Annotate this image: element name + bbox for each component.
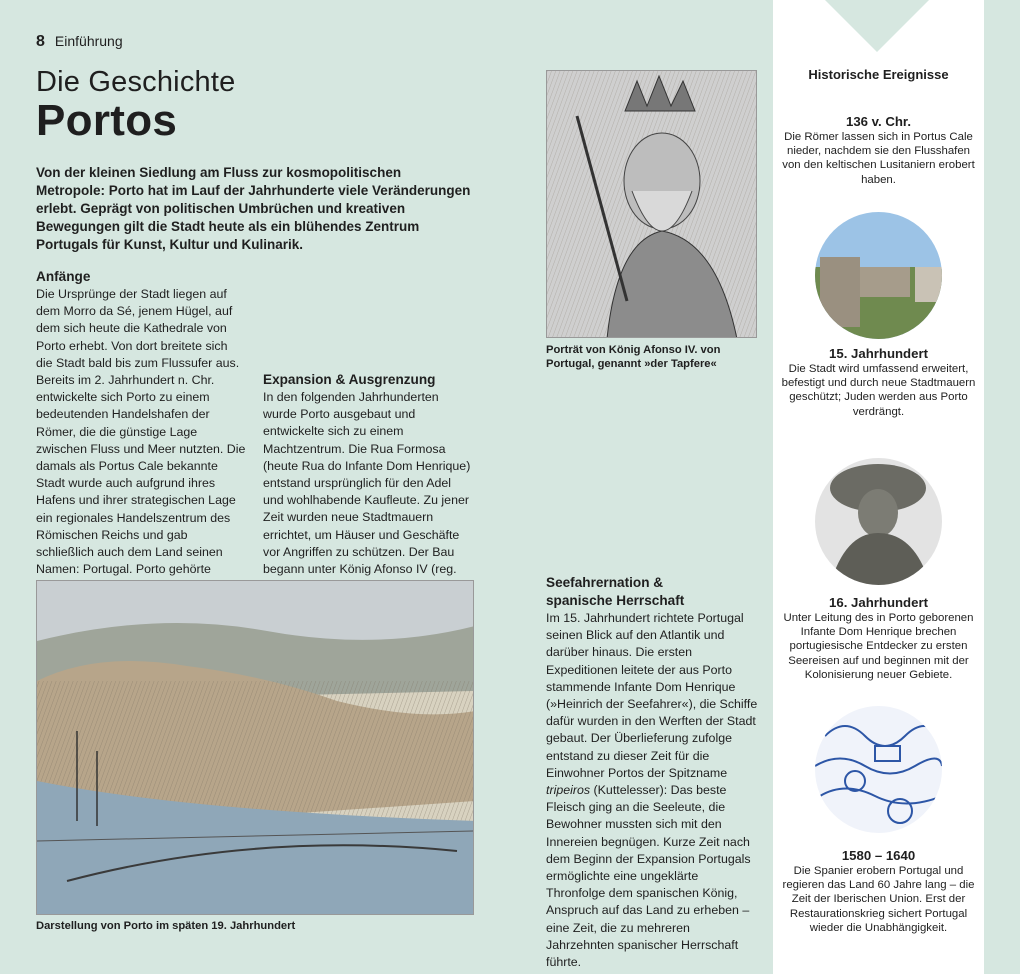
page-header [36,33,123,51]
event-text: Die Römer lassen sich in Portus Cale nieder, nachdem sie den Flusshafen von den keltischen Lusitaniern erobert haben. [782,131,975,186]
event-text: Die Spanier erobern Portugal und regieren das Land 60 Jahre lang – die Zeit der Iberischen Union. Erst der Restaurationskrieg sichert Portugal wieder die Unabhängigkeit. [782,865,975,934]
king-image-caption: Porträt von König Afonso IV. von Portugal, genannt »der Tapfere« [546,344,721,370]
intro-paragraph: Von der kleinen Siedlung am Fluss zur kosmopolitischen Metropole: Porto hat im Lauf der Jahrhunderte viele Veränderungen erlebt. Geprägt von politischen Umbrüchen und kreativen Bewegungen gilt die Stadt heute als ein blühendes Zentrum Portugals für Kunst, Kultur und Kulinarik. [36,165,471,252]
event-date: 136 v. Chr. [846,114,911,129]
event-text: Unter Leitung des in Porto geborenen Infante Dom Henrique brechen portugiesische Entdecker zu ersten Seereisen auf und beginnen mit der Kolonisierung neuer Gebiete. [783,612,974,681]
heading-seefahrer-1: Seefahrernation & [546,575,664,590]
event-date: 16. Jahrhundert [829,595,928,610]
heading-anfaenge: Anfänge [36,269,91,284]
page-number: 8 [36,33,45,50]
event-item [778,114,979,187]
fortress-image [815,212,942,339]
text-seefahrer-part2: (Kuttelesser): Das beste Fleisch ging an die Seeleute, die Bewohner mussten sich mit den Innereien begnügen. Kurze Zeit nach dem Beginn der Expansion Portugals ermöglichte eine ungeklärte Thronfolge dem spanischen König, Anspruch auf das Land zu erheben – eine Zeit, die zu mehreren Jahrzehnten spanischer Herrschaft führte. [546,783,751,970]
porto-engraving-image [36,580,474,915]
sidebar-title: Historische Ereignisse [808,67,949,82]
heading-seefahrer-2: spanische Herrschaft [546,593,685,608]
page-title-line1: Die Geschichte [36,66,236,98]
event-item [778,346,979,419]
text-seefahrer-italic: tripeiros [546,783,591,798]
event-text: Die Stadt wird umfassend erweitert, befestigt und durch neue Stadtmauern geschützt; Juden werden aus Porto verdrängt. [781,363,976,418]
text-anfaenge-part1: Die Ursprünge der Stadt liegen auf dem Morro da Sé, jenem Hügel, auf dem sich heute die Kathedrale von Porto erhebt. Von dort breitete sich die Stadt bald bis zum Flussufer aus. Bereits im 2. Jahrhundert n. Chr. entwickelte sich Porto zu einem bedeutenden Handelshafen der Römer, die die günstige Lage zwischen Fluss und Meer nutzten. Die damals als Portus Cale bekannte Stadt wurde auch aufgrund ihres Hafens und ihrer strategischen Lage ein regionales Handelszentrum des Römischen Reichs und gab schließlich auch dem Land seinen Namen: Portugal. Porto gehörte [36,287,246,577]
azulejo-tiles-image [815,706,942,833]
text-seefahrer [546,610,760,971]
event-date: 15. Jahrhundert [829,346,928,361]
city-image-caption: Darstellung von Porto im späten 19. Jahrhundert [36,920,296,932]
event-date: 1580 – 1640 [841,848,916,863]
text-expansion: In den folgenden Jahrhunderten wurde Porto ausgebaut und entwickelte sich zu einem Machtzentrum. Die Rua Formosa (heute Rua do Infante Dom Henrique) entstand ursprünglich für den Adel und wohlhabende Kaufleute. Zu jener Zeit wurden neue Stadtmauern errichtet, um Häuser und Geschäfte vor Angriffen zu schützen. Der Bau begann unter König Afonso IV (reg. [263,390,471,577]
sidebar-notch [825,0,929,52]
text-seefahrer-part1: Im 15. Jahrhundert richtete Portugal seinen Blick auf den Atlantik und darüber hinaus. Die ersten Expeditionen leitete der aus Porto stammende Infante Dom Henrique (»Heinrich der Seefahrer«), die Schiffe dafür wurden in den Werften der Stadt gebaut. Der Überlieferung zufolge entstand zu dieser Zeit für die Einwohner Portos der Spitzname [546,611,758,780]
heading-expansion: Expansion & Ausgrenzung [263,372,436,387]
page-title-line2: Portos [36,96,178,145]
event-item [778,848,979,935]
statue-image [815,458,942,585]
king-portrait-image [546,70,757,338]
event-item [778,595,979,682]
section-name: Einführung [54,33,123,49]
column-3 [546,388,760,971]
